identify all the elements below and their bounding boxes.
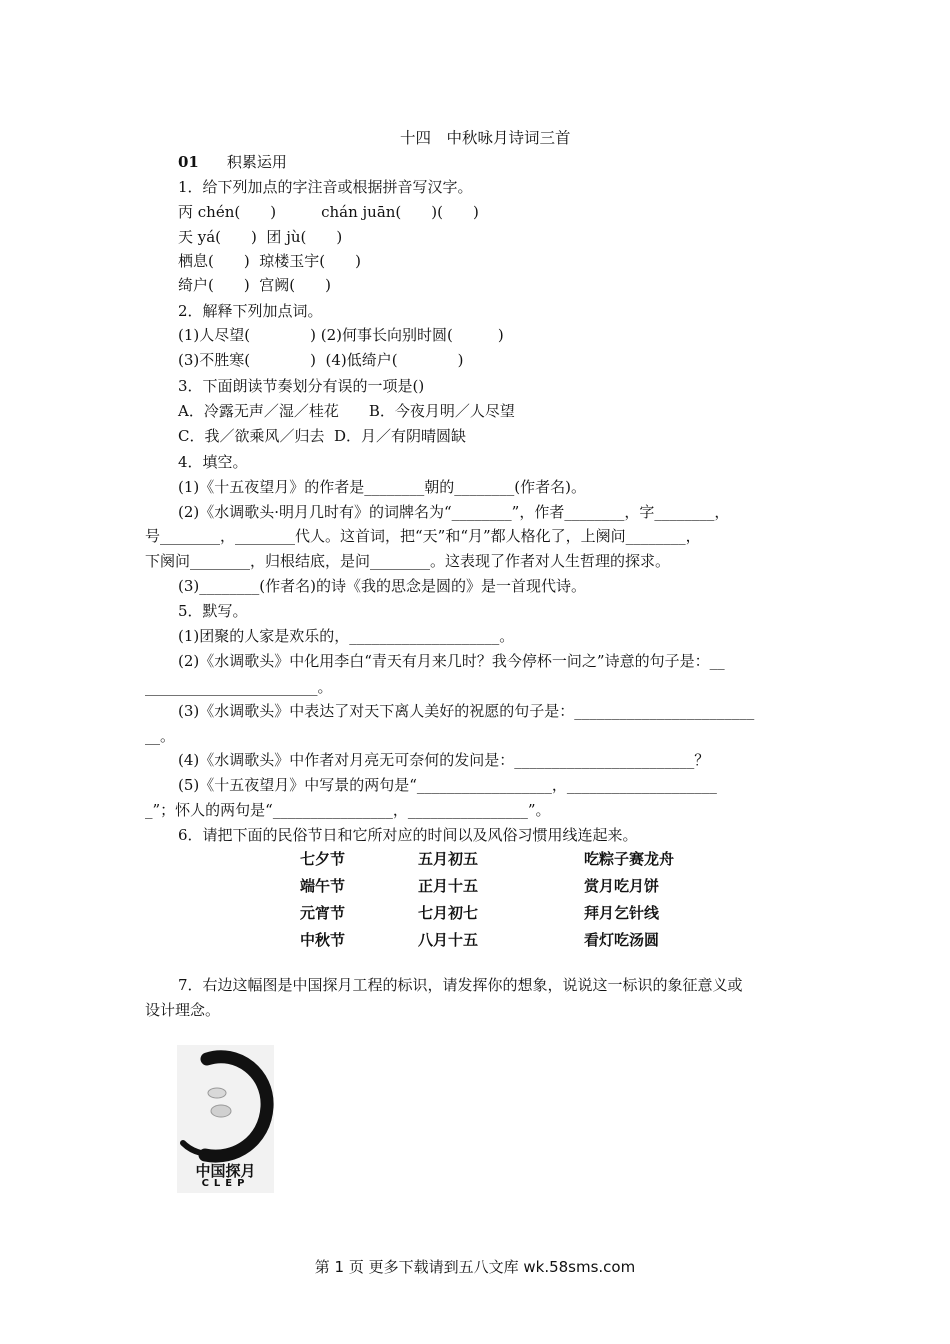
logo-en-text: CLEP (201, 1178, 250, 1189)
q5-line-4: (3)《水调歌头》中表达了对天下离人美好的祝愿的句子是：________________________ (178, 702, 755, 720)
festival-item: 元宵节 (300, 904, 346, 922)
q1-line-4: 绮户( ) 宫阙( ) (178, 276, 331, 294)
q2-stem: 2．解释下列加点词。 (178, 302, 323, 320)
q4-line-2: (2)《水调歌头·明月几时有》的词牌名为“________”，作者________，字________， (178, 503, 730, 521)
q4-line-4: 下阕问________，归根结底，是问________。这表现了作者对人生哲理的探求。 (145, 552, 671, 570)
q7-line-2: 设计理念。 (145, 1001, 221, 1019)
logo-cn-text: 中国探月 (195, 1162, 256, 1180)
date-item: 八月十五 (418, 931, 479, 949)
q5-line-5: __。 (145, 727, 176, 745)
section-number: 01 (178, 153, 199, 171)
q5-line-6: (4)《水调歌头》中作者对月亮无可奈何的发问是：________________________？ (178, 751, 710, 769)
custom-item: 拜月乞针线 (584, 904, 660, 922)
q2-line-2: (3)不胜寒( ) (4)低绮户( ) (178, 351, 464, 369)
section-header (178, 152, 287, 172)
q5-line-1: (1)团聚的人家是欢乐的，____________________。 (178, 627, 515, 645)
q1-line-2: 天 yá( ) 团 jù( ) (178, 228, 343, 246)
page-title: 十四 中秋咏月诗词三首 (400, 129, 571, 147)
q1-line-1: 丙 chén( ) chán juān( )( ) (178, 203, 479, 221)
q5-line-2: (2)《水调歌头》中化用李白“青天有月来几时？我今停杯一问之”诗意的句子是：__ (178, 652, 725, 670)
custom-item: 赏月吃月饼 (584, 877, 660, 895)
q1-stem: 1．给下列加点的字注音或根据拼音写汉字。 (178, 178, 473, 196)
page-footer: 第 1 页 更多下载请到五八文库 wk.58sms.com (314, 1258, 636, 1276)
q5-line-8: _”；怀人的两句是“________________，________________”。 (145, 801, 551, 819)
q4-line-5: (3)________(作者名)的诗《我的思念是圆的》是一首现代诗。 (178, 577, 586, 595)
festival-item: 中秋节 (300, 931, 346, 949)
custom-item: 吃粽子赛龙舟 (584, 850, 675, 868)
q6-stem: 6．请把下面的民俗节日和它所对应的时间以及风俗习惯用线连起来。 (178, 826, 638, 844)
custom-item: 看灯吃汤圆 (584, 931, 660, 949)
q7-line-1: 7．右边这幅图是中国探月工程的标识，请发挥你的想象，说说这一标识的象征意义或 (178, 976, 743, 994)
clep-logo (177, 1045, 274, 1193)
q5-line-3: _______________________。 (145, 678, 333, 696)
q2-line-1: (1)人尽望( ) (2)何事长向别时圆( ) (178, 326, 504, 344)
festival-item: 七夕节 (300, 850, 346, 868)
date-item: 五月初五 (418, 850, 479, 868)
q1-line-3: 栖息( ) 琼楼玉宇( ) (178, 252, 361, 270)
q3-option-cd: C．我／欲乘风／归去 D．月／有阴晴圆缺 (178, 427, 467, 445)
q3-option-ab: A．冷露无声／湿／桂花 B．今夜月明／人尽望 (178, 402, 515, 420)
festival-item: 端午节 (300, 877, 346, 895)
date-item: 正月十五 (418, 877, 479, 895)
q4-line-3: 号________，________代人。这首词，把“天”和“月”都人格化了，上阕问________， (145, 527, 701, 545)
q4-stem: 4．填空。 (178, 453, 248, 471)
section-label: 积累运用 (226, 153, 287, 171)
q5-stem: 5．默写。 (178, 602, 248, 620)
q5-line-7: (5)《十五夜望月》中写景的两句是“__________________，____________________ (178, 776, 717, 794)
q3-stem: 3．下面朗读节奏划分有误的一项是() (178, 377, 425, 395)
q4-line-1: (1)《十五夜望月》的作者是________朝的________(作者名)。 (178, 478, 586, 496)
date-item: 七月初七 (418, 904, 479, 922)
